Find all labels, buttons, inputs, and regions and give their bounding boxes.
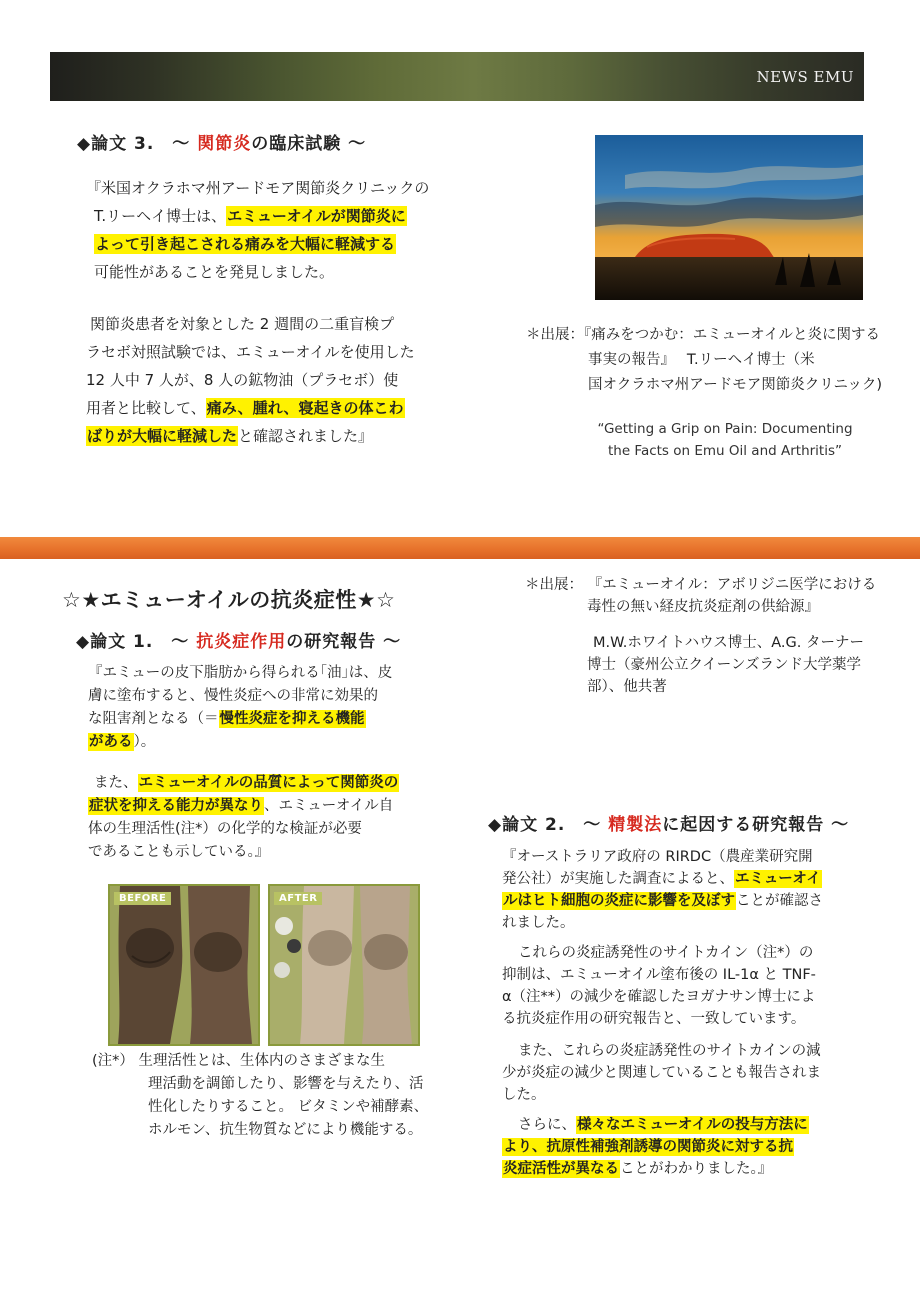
paper2-p4-highlight-1: 様々なエミューオイルの投与方法に xyxy=(577,1117,808,1133)
paper3-source-line-1: ＊出展：『痛みをつかむ：エミューオイルと炎に関する xyxy=(526,327,880,343)
paper1-heading-suffix: の研究報告 ～ xyxy=(286,632,402,652)
paper3-heading-keyword: 関節炎 xyxy=(197,134,252,154)
paper2-paragraph-2 xyxy=(502,942,872,1030)
paper3-p2-highlight-2: ばりが大幅に軽減した xyxy=(87,427,238,445)
paper2-p1-highlight-1: エミューオイ xyxy=(735,871,821,887)
paper1-source-line-2: 毒性の無い経皮抗炎症剤の供給源』 xyxy=(587,599,819,615)
paper2-p4-text-end: ことがわかりました。』 xyxy=(620,1161,773,1177)
paper3-p1-text: T.リーヘイ博士は、 xyxy=(94,207,227,225)
header-banner xyxy=(50,52,864,101)
paper1-p1-line-2: 膚に塗布すると、慢性炎症への非常に効果的 xyxy=(88,688,378,704)
paper1-note-line-4: ホルモン、抗生物質などにより機能する。 xyxy=(148,1122,423,1138)
paper1-note-line-1: (注*） 生理活性とは、生体内のさまざまな生 xyxy=(92,1053,386,1069)
paper2-p4-highlight-2: より、抗原性補強剤誘導の関節炎に対する抗 xyxy=(503,1139,793,1155)
paper2-p1-text-mid: ことが確認さ xyxy=(736,893,823,909)
paper1-p1-text-end: ）。 xyxy=(133,734,156,750)
paper1-p1-text: な阻害剤となる（＝ xyxy=(88,711,219,727)
paper2-p3-line-1: また、これらの炎症誘発性のサイトカインの減 xyxy=(518,1043,821,1059)
section-title: ☆★エミューオイルの抗炎症性★☆ xyxy=(62,588,396,612)
paper3-source-english-line-1: “Getting a Grip on Pain: Documenting xyxy=(597,421,853,437)
paper3-p1-line-4: 可能性があることを発見しました。 xyxy=(94,263,335,281)
paper1-note-line-3: 性化したりすること。 ビタミンや補酵素、 xyxy=(148,1099,429,1115)
paper3-p2-text-end: と確認されました』 xyxy=(238,427,374,445)
paper1-p2-text-mid: 、エミューオイル自 xyxy=(264,798,394,814)
paper2-p3-line-2: 少が炎症の減少と関連していることも報告されま xyxy=(502,1065,821,1081)
paper1-p2-line-4: であることも示している。』 xyxy=(88,844,270,860)
paper1-p1-highlight-2: がある xyxy=(89,734,133,750)
paper1-source-authors xyxy=(587,632,877,698)
paper1-p2-text: また、 xyxy=(94,775,138,791)
paper3-p2-highlight-1: 痛み、腫れ、寝起きの体こわ xyxy=(206,399,404,417)
paper2-heading xyxy=(488,810,849,835)
paper1-p2-line-3: 体の生理活性(注*）の化学的な検証が必要 xyxy=(88,821,362,837)
paper1-note-line-2: 理活動を調節したり、影響を与えたり、活 xyxy=(148,1076,424,1092)
paper1-p1-line-1: 『エミューの皮下脂肪から得られる｢油｣は、皮 xyxy=(88,665,393,681)
paper2-paragraph-4 xyxy=(502,1114,872,1180)
paper3-heading-suffix: の臨床試験 ～ xyxy=(251,134,367,154)
paper2-p1-highlight-2: ルはヒト細胞の炎症に影響を及ぼす xyxy=(503,893,735,909)
paper2-p1-line-1: 『オーストラリア政府の RIRDC（農産業研究開 xyxy=(502,849,813,865)
paper1-source-line-3: M.W.ホワイトハウス博士、A.G. ターナー xyxy=(593,635,864,651)
paper1-paragraph-1 xyxy=(88,662,438,754)
paper3-p2-line-2: ラセボ対照試験では、エミューオイルを使用した xyxy=(86,343,415,361)
paper3-p1-line-1: 『米国オクラホマ州アードモア関節炎クリニックの xyxy=(86,179,430,197)
paper1-source-line-1: ＊出展： 『エミューオイル：アボリジニ医学における xyxy=(525,577,877,593)
paper2-heading-keyword: 精製法 xyxy=(608,815,663,835)
paper1-p1-highlight-1: 慢性炎症を抑える機能 xyxy=(219,711,365,727)
paper2-p2-line-4: る抗炎症作用の研究報告と、一致しています。 xyxy=(502,1011,806,1027)
paper1-note xyxy=(92,1050,442,1142)
paper3-heading xyxy=(77,129,366,154)
paper2-p3-line-3: した。 xyxy=(502,1087,546,1103)
paper3-p1-highlight-1: エミューオイルが関節炎に xyxy=(227,207,406,225)
paper2-heading-prefix: ◆論文 2. ～ xyxy=(488,815,609,835)
banner-title: NEWS EMU xyxy=(756,68,854,86)
paper2-p4-highlight-3: 炎症活性が異なる xyxy=(503,1161,619,1177)
paper1-paragraph-2 xyxy=(88,772,438,864)
after-label: AFTER xyxy=(274,892,322,905)
after-photo xyxy=(268,884,420,1046)
section-divider xyxy=(0,537,920,559)
paper1-source-line-4: 博士（豪州公立クイーンズランド大学薬学 xyxy=(587,657,862,673)
paper3-p1-highlight-2: よって引き起こされる痛みを大幅に軽減する xyxy=(95,235,396,253)
paper2-p1-text: 発公社）が実施した調査によると、 xyxy=(502,871,734,887)
paper3-p2-line-1: 関節炎患者を対象とした 2 週間の二重盲検プ xyxy=(90,315,395,333)
before-label: BEFORE xyxy=(114,892,171,905)
paper1-heading-prefix: ◆論文 1. ～ xyxy=(76,632,197,652)
paper3-paragraph-2 xyxy=(86,310,446,450)
paper2-p4-text: さらに、 xyxy=(518,1117,576,1133)
paper2-p1-line-4: れました。 xyxy=(502,915,575,931)
paper3-heading-prefix: ◆論文 3. ～ xyxy=(77,134,198,154)
paper3-source-line-3: 国オクラホマ州アードモア関節炎クリニック) xyxy=(588,377,883,393)
paper2-p2-line-2: 抑制は、エミューオイル塗布後の IL-1α と TNF- xyxy=(502,967,816,983)
paper1-source-line-5: 部）、他共著 xyxy=(587,679,667,695)
paper2-p2-line-3: α（注**）の減少を確認したヨガナサン博士によ xyxy=(502,989,816,1005)
paper3-p2-text: 用者と比較して、 xyxy=(86,399,206,417)
paper2-heading-suffix: に起因する研究報告 ～ xyxy=(662,815,850,835)
paper3-source-english xyxy=(560,418,890,462)
paper1-p2-highlight-1: エミューオイルの品質によって関節炎の xyxy=(138,775,399,791)
paper2-paragraph-1 xyxy=(502,846,872,934)
paper1-p2-highlight-2: 症状を抑える能力が異なり xyxy=(89,798,263,814)
paper2-paragraph-3 xyxy=(502,1040,872,1106)
paper3-source-line-2: 事実の報告』 T.リーヘイ博士（米 xyxy=(588,352,815,368)
paper1-heading xyxy=(76,627,401,652)
paper3-source-english-line-2: the Facts on Emu Oil and Arthritis” xyxy=(607,443,843,459)
paper3-source xyxy=(526,323,886,398)
paper3-paragraph-1 xyxy=(86,174,446,286)
paper2-p2-line-1: これらの炎症誘発性のサイトカイン（注*）の xyxy=(518,945,814,961)
before-photo xyxy=(108,884,260,1046)
uluru-photo xyxy=(595,135,863,300)
paper1-source xyxy=(525,574,895,618)
paper3-p2-line-3: 12 人中 7 人が、8 人の鉱物油（プラセボ）使 xyxy=(86,371,399,389)
paper1-heading-keyword: 抗炎症作用 xyxy=(196,632,287,652)
